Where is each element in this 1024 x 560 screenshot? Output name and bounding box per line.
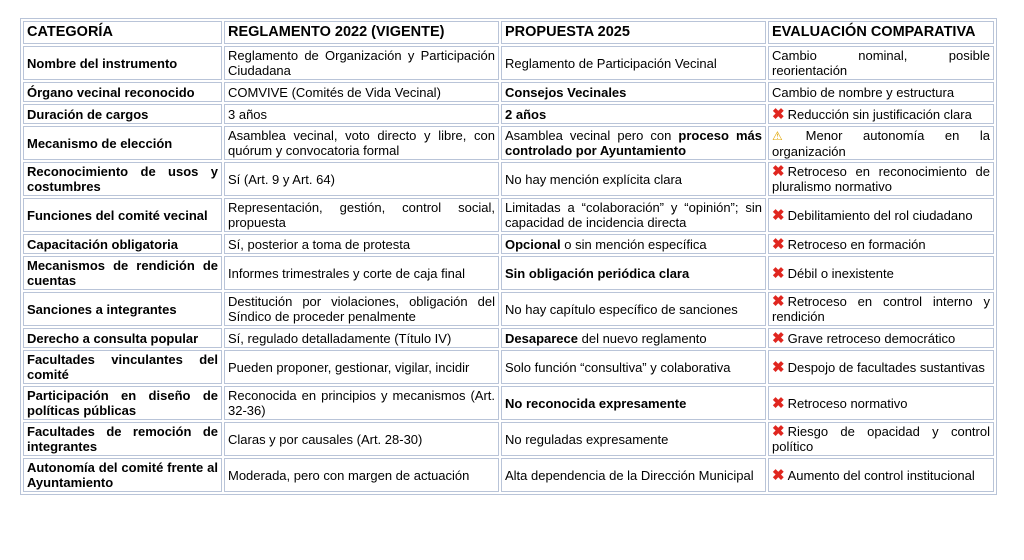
header-categoria: CATEGORÍA — [23, 21, 222, 44]
cell-propuesta-2025 — [501, 104, 766, 124]
cell-evaluacion — [768, 198, 994, 232]
evaluacion-text: Retroceso en control interno y rendición — [772, 294, 990, 324]
table-row — [23, 458, 994, 492]
evaluacion-text: Retroceso normativo — [787, 395, 908, 411]
cell-propuesta-2025 — [501, 198, 766, 232]
cell-reglamento-2022: Asamblea vecinal, voto directo y libre, con quórum y convocatoria formal — [224, 126, 499, 160]
cross-mark-icon: ✖ — [772, 466, 785, 484]
cell-evaluacion — [768, 458, 994, 492]
cell-reglamento-2022: Representación, gestión, control social, propuesta — [224, 198, 499, 232]
cell-evaluacion — [768, 386, 994, 420]
cell-categoria: Facultades de remoción de integrantes — [23, 422, 222, 456]
cross-mark-icon: ✖ — [772, 329, 785, 347]
propuesta-bold-text: No reconocida expresamente — [505, 395, 687, 411]
evaluacion-text: Debilitamiento del rol ciudadano — [787, 207, 973, 223]
cell-reglamento-2022: Pueden proponer, gestionar, vigilar, incidir — [224, 350, 499, 384]
cell-reglamento-2022: COMVIVE (Comités de Vida Vecinal) — [224, 82, 499, 102]
table-row — [23, 162, 994, 196]
cell-reglamento-2022: Destitución por violaciones, obligación del Síndico de proceder penalmente — [224, 292, 499, 326]
cell-evaluacion — [768, 82, 994, 102]
propuesta-text: No reguladas expresamente — [505, 431, 669, 447]
table-row — [23, 198, 994, 232]
cell-categoria: Facultades vinculantes del comité — [23, 350, 222, 384]
cross-mark-icon: ✖ — [772, 293, 785, 310]
cell-propuesta-2025 — [501, 458, 766, 492]
cell-reglamento-2022: Reglamento de Organización y Participación Ciudadana — [224, 46, 499, 80]
table-row — [23, 104, 994, 124]
cell-reglamento-2022: Moderada, pero con margen de actuación — [224, 458, 499, 492]
cell-propuesta-2025 — [501, 126, 766, 160]
cell-reglamento-2022: Informes trimestrales y corte de caja final — [224, 256, 499, 290]
table-row — [23, 292, 994, 326]
cell-reglamento-2022: Sí (Art. 9 y Art. 64) — [224, 162, 499, 196]
propuesta-text: No hay capítulo específico de sanciones — [505, 301, 738, 317]
cell-propuesta-2025 — [501, 292, 766, 326]
evaluacion-text: Retroceso en reconocimiento de pluralismo normativo — [772, 164, 990, 194]
propuesta-bold-text: Desaparece — [505, 330, 578, 346]
header-propuesta-2025: PROPUESTA 2025 — [501, 21, 766, 44]
cell-evaluacion — [768, 350, 994, 384]
cross-mark-icon: ✖ — [772, 358, 785, 376]
evaluacion-text: Riesgo de opacidad y control político — [772, 424, 990, 454]
table-row — [23, 126, 994, 160]
table-row — [23, 328, 994, 348]
cell-categoria: Participación en diseño de políticas públicas — [23, 386, 222, 420]
cell-reglamento-2022: Reconocida en principios y mecanismos (Art. 32-36) — [224, 386, 499, 420]
cell-categoria: Derecho a consulta popular — [23, 328, 222, 348]
cell-categoria: Autonomía del comité frente al Ayuntamiento — [23, 458, 222, 492]
cross-mark-icon: ✖ — [772, 264, 785, 282]
evaluacion-text: Aumento del control institucional — [787, 467, 975, 483]
table-row — [23, 82, 994, 102]
cross-mark-icon: ✖ — [772, 423, 785, 440]
cell-categoria: Nombre del instrumento — [23, 46, 222, 80]
table-row — [23, 422, 994, 456]
cell-categoria: Duración de cargos — [23, 104, 222, 124]
table-row — [23, 386, 994, 420]
evaluacion-text: Despojo de facultades sustantivas — [787, 359, 985, 375]
cell-evaluacion — [768, 234, 994, 254]
cell-propuesta-2025 — [501, 234, 766, 254]
propuesta-text: o sin mención específica — [560, 236, 707, 252]
evaluacion-text: Cambio nominal, posible reorientación — [772, 48, 990, 78]
evaluacion-text: Reducción sin justificación clara — [787, 106, 972, 122]
propuesta-text: Solo función “consultiva” y colaborativa — [505, 359, 731, 375]
cell-reglamento-2022: Sí, regulado detalladamente (Título IV) — [224, 328, 499, 348]
cell-evaluacion — [768, 328, 994, 348]
cell-evaluacion — [768, 126, 994, 160]
propuesta-text: Alta dependencia de la Dirección Municipal — [505, 467, 754, 483]
cell-evaluacion — [768, 104, 994, 124]
propuesta-bold-text: Opcional — [505, 236, 561, 252]
cell-categoria: Funciones del comité vecinal — [23, 198, 222, 232]
propuesta-text: Limitadas a “colaboración” y “opinión”; sin capacidad de incidencia directa — [505, 200, 762, 230]
evaluacion-text: Débil o inexistente — [787, 265, 894, 281]
cell-propuesta-2025 — [501, 350, 766, 384]
warning-icon: ⚠ — [772, 128, 800, 143]
cell-propuesta-2025 — [501, 82, 766, 102]
cell-evaluacion — [768, 46, 994, 80]
cell-evaluacion — [768, 292, 994, 326]
cell-propuesta-2025 — [501, 162, 766, 196]
cell-evaluacion — [768, 162, 994, 196]
propuesta-text: del nuevo reglamento — [578, 330, 707, 346]
cell-propuesta-2025 — [501, 46, 766, 80]
cell-categoria: Reconocimiento de usos y costumbres — [23, 162, 222, 196]
table-row — [23, 256, 994, 290]
cell-reglamento-2022: Sí, posterior a toma de protesta — [224, 234, 499, 254]
cell-categoria: Órgano vecinal reconocido — [23, 82, 222, 102]
propuesta-bold-text: proceso más controlado por Ayuntamiento — [505, 128, 763, 158]
cell-categoria: Capacitación obligatoria — [23, 234, 222, 254]
cross-mark-icon: ✖ — [772, 105, 785, 123]
table-row — [23, 350, 994, 384]
cell-reglamento-2022: 3 años — [224, 104, 499, 124]
cell-propuesta-2025 — [501, 386, 766, 420]
cross-mark-icon: ✖ — [772, 394, 785, 412]
evaluacion-text: Grave retroceso democrático — [787, 330, 956, 346]
evaluacion-text: Retroceso en formación — [787, 236, 926, 252]
propuesta-text: No hay mención explícita clara — [505, 171, 683, 187]
evaluacion-text: Menor autonomía en la organización — [772, 127, 990, 159]
cell-categoria: Mecanismo de elección — [23, 126, 222, 160]
cell-evaluacion — [768, 256, 994, 290]
propuesta-bold-text: Sin obligación periódica clara — [505, 265, 690, 281]
cross-mark-icon: ✖ — [772, 206, 785, 224]
cross-mark-icon: ✖ — [772, 163, 785, 180]
comparison-table — [20, 18, 997, 495]
evaluacion-text: Cambio de nombre y estructura — [772, 84, 955, 100]
cross-mark-icon: ✖ — [772, 235, 785, 253]
propuesta-text: Reglamento de Participación Vecinal — [505, 55, 717, 71]
propuesta-bold-text: Consejos Vecinales — [505, 84, 627, 100]
table-row — [23, 46, 994, 80]
header-evaluacion: EVALUACIÓN COMPARATIVA — [768, 21, 994, 44]
header-row — [23, 21, 994, 44]
cell-propuesta-2025 — [501, 422, 766, 456]
cell-categoria: Mecanismos de rendición de cuentas — [23, 256, 222, 290]
cell-propuesta-2025 — [501, 256, 766, 290]
propuesta-bold-text: 2 años — [505, 106, 547, 122]
cell-propuesta-2025 — [501, 328, 766, 348]
cell-reglamento-2022: Claras y por causales (Art. 28-30) — [224, 422, 499, 456]
table-body — [23, 46, 994, 492]
comparison-table-wrapper — [20, 18, 993, 495]
table-row — [23, 234, 994, 254]
cell-categoria: Sanciones a integrantes — [23, 292, 222, 326]
cell-evaluacion — [768, 422, 994, 456]
propuesta-text: Asamblea vecinal pero con — [505, 128, 679, 143]
header-reglamento-2022: REGLAMENTO 2022 (VIGENTE) — [224, 21, 499, 44]
